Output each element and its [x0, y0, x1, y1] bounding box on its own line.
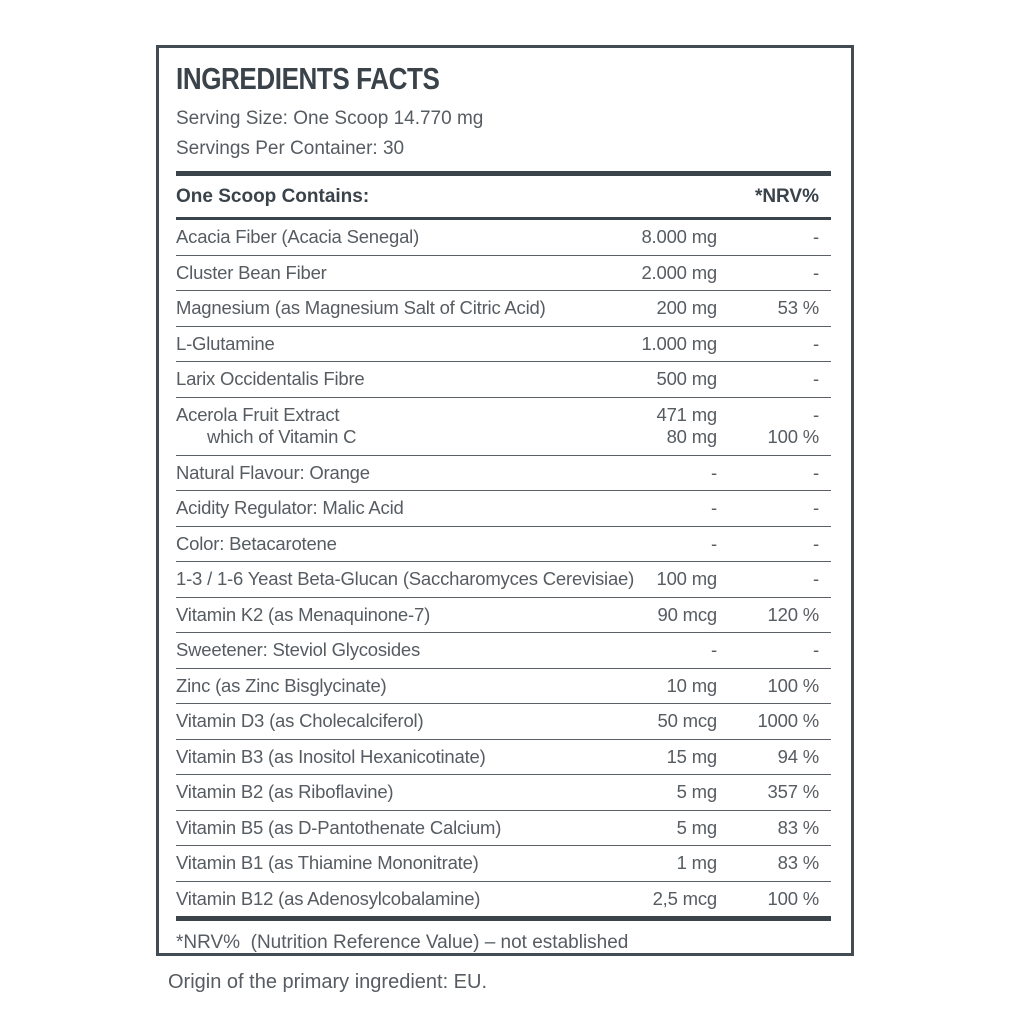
- ingredient-amount: 5 mg: [676, 781, 717, 802]
- ingredient-nrv: -: [813, 332, 819, 354]
- serving-size-text: Serving Size: One Scoop 14.770 mg: [176, 108, 484, 129]
- ingredient-name: Larix Occidentalis Fibre: [176, 368, 365, 389]
- ingredient-row-line: [176, 462, 831, 485]
- ingredient-nrv: -: [813, 497, 819, 518]
- ingredient-nrv: -: [813, 532, 819, 554]
- ingredient-amount: 2,5 mcg: [652, 887, 717, 909]
- panel-title: INGREDIENTS FACTS: [176, 61, 440, 96]
- ingredient-row-line: [176, 852, 831, 875]
- ingredient-row-line: [176, 297, 831, 320]
- ingredient-amount: 8.000 mg: [641, 226, 717, 247]
- ingredients-facts-panel: [156, 45, 854, 956]
- ingredient-row: [176, 704, 831, 740]
- ingredient-nrv: 94 %: [777, 745, 819, 767]
- ingredient-amount: 200 mg: [656, 297, 717, 318]
- ingredient-amount: 471 mg: [656, 403, 717, 425]
- ingredient-row: [176, 291, 831, 327]
- ingredient-nrv: -: [813, 368, 819, 389]
- ingredient-nrv: 357 %: [767, 781, 819, 802]
- ingredient-row-line: [176, 404, 831, 427]
- ingredient-row-line: [176, 817, 831, 840]
- ingredient-nrv: -: [813, 568, 819, 589]
- ingredient-nrv: -: [813, 639, 819, 660]
- ingredient-name: Vitamin B2 (as Riboflavine): [176, 781, 394, 802]
- ingredient-name: Color: Betacarotene: [176, 532, 337, 554]
- ingredient-name: Vitamin D3 (as Cholecalciferol): [176, 710, 424, 731]
- ingredient-amount: 90 mcg: [657, 603, 717, 625]
- ingredient-row: [176, 598, 831, 634]
- ingredient-row: [176, 562, 831, 598]
- ingredient-nrv: -: [813, 226, 819, 247]
- ingredient-row: [176, 256, 831, 292]
- ingredient-row: [176, 669, 831, 705]
- ingredient-row: [176, 775, 831, 811]
- ingredient-row-line: [176, 604, 831, 627]
- ingredient-name: Acacia Fiber (Acacia Senegal): [176, 226, 420, 247]
- ingredient-row: [176, 456, 831, 492]
- ingredient-name: Cluster Bean Fiber: [176, 261, 327, 283]
- ingredient-nrv: 1000 %: [757, 710, 819, 731]
- table-header-nrv: *NRV%: [754, 186, 819, 207]
- ingredient-name: which of Vitamin C: [207, 426, 357, 447]
- ingredient-nrv: 100 %: [767, 426, 819, 447]
- ingredient-row-line: [176, 675, 831, 698]
- ingredient-row: [176, 882, 831, 917]
- ingredient-name: Vitamin B3 (as Inositol Hexanicotinate): [176, 745, 486, 767]
- ingredient-row: [176, 633, 831, 669]
- ingredient-row-line: [176, 368, 831, 391]
- ingredient-row-line: [176, 568, 831, 591]
- ingredient-amount: -: [711, 639, 717, 660]
- ingredient-row-line: [176, 262, 831, 285]
- ingredient-nrv: 53 %: [777, 297, 819, 318]
- ingredient-row-line: [176, 746, 831, 769]
- origin-note: Origin of the primary ingredient: EU.: [168, 971, 488, 993]
- ingredient-amount: 500 mg: [656, 368, 717, 389]
- ingredient-row-line: [176, 426, 831, 449]
- ingredient-amount: -: [711, 497, 717, 518]
- ingredient-row: [176, 846, 831, 882]
- nrv-footnote: *NRV% (Nutrition Reference Value) – not established: [176, 932, 629, 953]
- ingredient-name: Zinc (as Zinc Bisglycinate): [176, 674, 387, 696]
- ingredient-name: Vitamin B5 (as D-Pantothenate Calcium): [176, 816, 502, 838]
- ingredient-row: [176, 740, 831, 776]
- ingredient-amount: 1 mg: [676, 852, 717, 873]
- ingredient-row: [176, 362, 831, 398]
- ingredient-amount: 2.000 mg: [641, 261, 717, 283]
- ingredient-name: Magnesium (as Magnesium Salt of Citric Acid): [176, 297, 546, 318]
- ingredient-row: [176, 220, 831, 256]
- ingredient-name: Vitamin K2 (as Menaquinone-7): [176, 603, 431, 625]
- ingredient-nrv: 120 %: [767, 603, 819, 625]
- ingredient-row: [176, 527, 831, 563]
- ingredient-amount: 80 mg: [666, 426, 717, 447]
- table-header-row: [176, 176, 831, 220]
- ingredients-table: [176, 220, 831, 916]
- ingredient-row: [176, 491, 831, 527]
- table-header-contains: One Scoop Contains:: [176, 186, 370, 207]
- ingredient-row-line: [176, 639, 831, 662]
- ingredient-name: Acerola Fruit Extract: [176, 403, 340, 425]
- ingredient-row: [176, 327, 831, 363]
- servings-per-container-text: Servings Per Container: 30: [176, 138, 405, 159]
- ingredient-amount: 50 mcg: [657, 710, 717, 731]
- ingredient-name: Sweetener: Steviol Glycosides: [176, 639, 421, 660]
- ingredient-amount: 1.000 mg: [641, 332, 717, 354]
- ingredient-name: Vitamin B12 (as Adenosylcobalamine): [176, 887, 481, 909]
- ingredient-row-line: [176, 710, 831, 733]
- ingredient-nrv: -: [813, 261, 819, 283]
- ingredient-nrv: 83 %: [777, 816, 819, 838]
- ingredient-name: Vitamin B1 (as Thiamine Mononitrate): [176, 852, 479, 873]
- ingredient-nrv: 100 %: [767, 887, 819, 909]
- ingredient-amount: -: [711, 461, 717, 483]
- ingredient-nrv: 83 %: [777, 852, 819, 873]
- ingredient-name: L-Glutamine: [176, 332, 275, 354]
- ingredient-amount: -: [711, 532, 717, 554]
- ingredient-row: [176, 811, 831, 847]
- ingredient-name: Acidity Regulator: Malic Acid: [176, 497, 404, 518]
- ingredient-row-line: [176, 781, 831, 804]
- ingredient-amount: 10 mg: [666, 674, 717, 696]
- ingredient-amount: 5 mg: [676, 816, 717, 838]
- ingredient-nrv: -: [813, 461, 819, 483]
- ingredient-row-line: [176, 533, 831, 556]
- ingredient-row-line: [176, 497, 831, 520]
- ingredient-name: Natural Flavour: Orange: [176, 461, 370, 483]
- ingredient-name: 1-3 / 1-6 Yeast Beta-Glucan (Saccharomyces Cerevisiae): [176, 568, 635, 589]
- ingredient-row-line: [176, 888, 831, 911]
- ingredient-row-line: [176, 333, 831, 356]
- ingredient-amount: 15 mg: [666, 745, 717, 767]
- ingredient-nrv: -: [813, 403, 819, 425]
- ingredient-nrv: 100 %: [767, 674, 819, 696]
- ingredient-amount: 100 mg: [656, 568, 717, 589]
- ingredient-row-line: [176, 226, 831, 249]
- ingredient-row: [176, 398, 831, 456]
